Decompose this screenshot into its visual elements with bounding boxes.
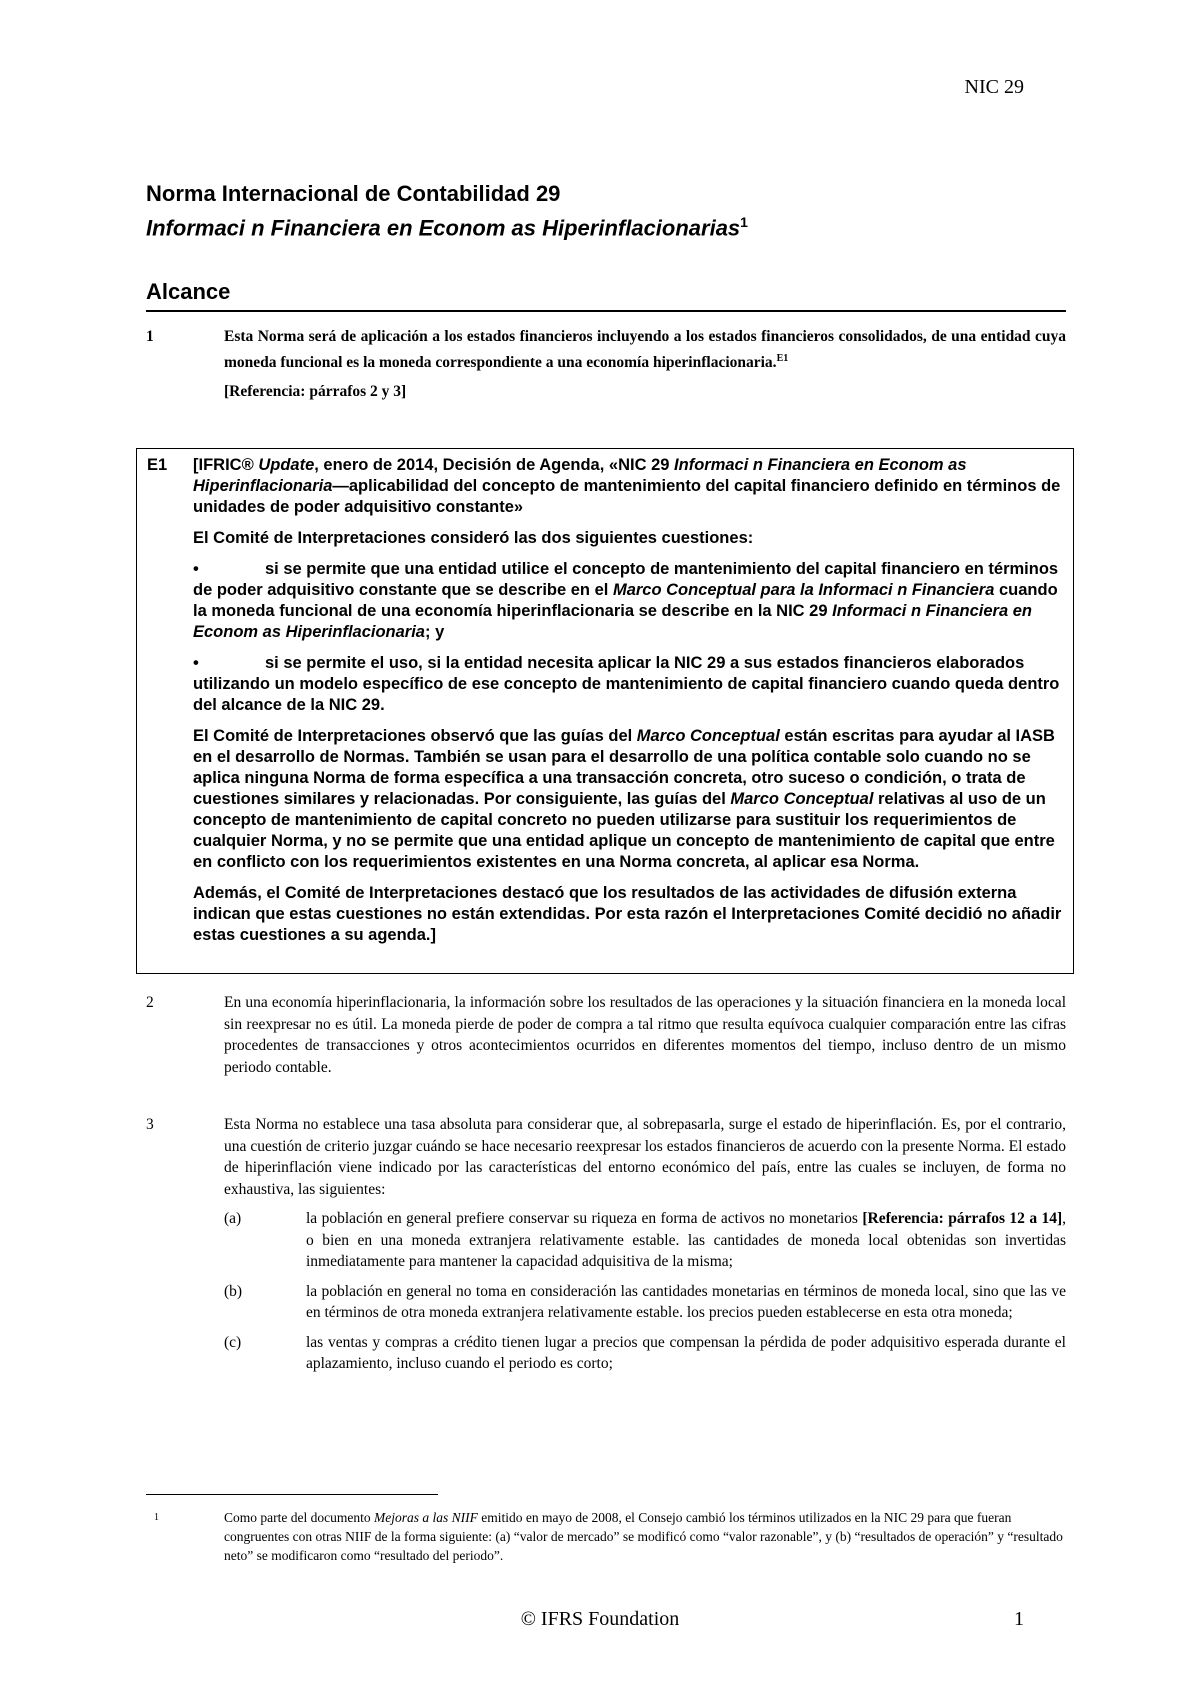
bullet-1-c: ; y [424, 623, 445, 641]
bullet-1-mc: Marco Conceptual para la Informaci n Financiera [612, 581, 995, 599]
note-number: E1 [147, 456, 168, 474]
footer-copyright: © IFRS Foundation [520, 1608, 680, 1630]
paragraph-2 [146, 992, 1066, 1086]
note-intro-title: Informaci n Financiera en Econom as Hiperinflacionaria [193, 456, 967, 495]
footnote-text-a: Como parte del documento [224, 1510, 374, 1525]
bullet-icon: • [193, 654, 199, 672]
list-item-text: la población en general no toma en consideración las cantidades monetarias en términos de moneda local, sino que las ve en términos de otra moneda extranjera relativamente estable. los precios pueden establecerse en esta otra moneda; [306, 1282, 1066, 1321]
document-subtitle [146, 208, 1066, 242]
note-bullet-1 [193, 559, 1063, 643]
footnote [146, 1508, 1066, 1565]
note-p4-c: relativas al uso de un concepto de mantenimiento de capital concreto no pueden utilizarse para sustituir los requerimientos de cualquier Norma, y no se permite que una entidad aplique un concepto de mantenimiento de capital que entre en conflicto con los requerimientos existentes en una Norma concreta, al aplicar esa Norma. [193, 790, 1055, 871]
document-title: Norma Internacional de Contabilidad 29 [146, 181, 561, 206]
paragraph-number: 1 [146, 328, 154, 345]
paragraph-reference[interactable]: [Referencia: párrafos 2 y 3] [224, 383, 407, 401]
paragraph-3 [146, 1114, 1066, 1383]
paragraph-text [224, 326, 1066, 373]
list-item-label: (b) [224, 1282, 243, 1300]
bullet-1-nic: Informaci n Financiera en Econom as Hiperinflacionaria [193, 602, 1032, 641]
item-a-reference[interactable]: [Referencia: párrafos 12 a 14] [862, 1210, 1063, 1227]
paragraph-number: 3 [146, 1116, 154, 1133]
note-intro-c: —aplicabilidad del concepto de mantenimiento del capital financiero definido en términos de unidades de poder adquisitivo constante» [193, 477, 1061, 516]
footnote-divider [146, 1494, 438, 1495]
footnote-text [224, 1508, 1066, 1565]
note-bullet-2 [193, 653, 1063, 716]
section-heading: Alcance [146, 278, 1066, 312]
note-intro-b: , enero de 2014, Decisión de Agenda, «NIC 29 [314, 456, 675, 474]
editorial-ref-mark[interactable]: E1 [776, 352, 789, 364]
bullet-2-text: si se permite el uso, si la entidad necesita aplicar la NIC 29 a sus estados financieros elaborados utilizando un modelo específico de ese concepto de mantenimiento de capital financiero cuando queda dentro del alcance de la NIC 29. [193, 654, 1060, 714]
paragraph-1-text: Esta Norma será de aplicación a los estados financieros incluyendo a los estados financieros consolidados, de una entidad cuya moneda funcional es la moneda correspondiente a una economía hiperinflacionaria. [224, 328, 1066, 371]
footnote-doc-title: Mejoras a las NIIF [373, 1510, 478, 1525]
note-intro-a: [IFRIC® [193, 456, 259, 474]
note-intro [193, 455, 1063, 518]
list-item-text: las ventas y compras a crédito tienen lugar a precios que compensan la pérdida de poder adquisitivo esperada durante el aplazamiento, incluso cuando el periodo es corto; [306, 1333, 1066, 1372]
criteria-list [224, 1208, 1066, 1375]
list-item [224, 1208, 1066, 1273]
footnote-number: 1 [154, 1512, 159, 1523]
note-p4-b: están escritas para ayudar al IASB en el desarrollo de Normas. También se usan para el desarrollo de una política contable solo cuando no se aplica ninguna Norma de forma específica a una transacción concreta, otro suceso o condición, o trata de cuestiones similares y relacionadas. Por consiguiente, las guías del [193, 727, 1055, 808]
note-paragraph-5: Además, el Comité de Interpretaciones destacó que los resultados de las actividades de difusión externa indican que estas cuestiones no están extendidas. Por esta razón el Interpretaciones Comité decidió no añadir estas cuestiones a su agenda.] [193, 884, 1062, 944]
footnote-text-b: emitido en mayo de 2008, el Consejo cambió los términos utilizados en la NIC 29 para que fueran congruentes con otras NIIF de la forma siguiente: (a) “valor de mercado” se modificó como “valor razonable”, y (b) “resultados de operación” y “resultado neto” se modificaron como “resultado del periodo”. [224, 1510, 1063, 1563]
paragraph-2-text: En una economía hiperinflacionaria, la información sobre los resultados de las operaciones y la situación financiera en la moneda local sin reexpresar no es útil. La moneda pierde de poder de compra a tal ritmo que resulta equívoca cualquier comparación entre las cifras procedentes de transacciones y otros acontecimientos ocurridos en diferentes momentos del tiempo, incluso dentro de un mismo periodo contable. [224, 994, 1066, 1076]
page-number: 1 [1014, 1608, 1024, 1630]
note-p4-mc2: Marco Conceptual [730, 790, 874, 808]
note-p4-mc: Marco Conceptual [636, 727, 780, 745]
paragraph-3-text: Esta Norma no establece una tasa absoluta para considerar que, al sobrepasarla, surge el estado de hiperinflación. Es, por el contrario, una cuestión de criterio juzgar cuándo se hace necesario reexpresar los estados financieros de acuerdo con la presente Norma. El estado de hiperinflación viene indicado por las características del entorno económico del país, entre las cuales se incluyen, de forma no exhaustiva, las siguientes: [224, 1116, 1066, 1198]
list-item-text [306, 1208, 1066, 1273]
note-paragraph-4 [193, 726, 1063, 873]
list-item-label: (c) [224, 1333, 242, 1351]
note-p4-a: El Comité de Interpretaciones observó que las guías del [193, 727, 637, 745]
title-footnote-ref[interactable]: 1 [740, 214, 748, 230]
title-block [146, 180, 1066, 242]
editorial-note-e1 [136, 448, 1074, 974]
bullet-icon: • [193, 560, 199, 578]
bullet-1-a: si se permite que una entidad utilice el concepto de mantenimiento del capital financiero en términos de poder adquisitivo constante que se describe en el [193, 560, 1059, 599]
item-a-text: la población en general prefiere conservar su riqueza en forma de activos no monetarios [306, 1210, 863, 1227]
note-intro-update: Update [258, 456, 315, 474]
list-item [224, 1281, 1066, 1324]
subtitle-text: Informaci n Financiera en Econom as Hiperinflacionarias [146, 215, 741, 241]
note-paragraph-2: El Comité de Interpretaciones consideró las dos siguientes cuestiones: [193, 529, 754, 547]
list-item [224, 1332, 1066, 1375]
running-header: NIC 29 [964, 76, 1024, 98]
bullet-1-b: cuando la moneda funcional de una economía hiperinflacionaria se describe en la NIC 29 [193, 581, 1058, 620]
paragraph-1 [146, 326, 1066, 411]
paragraph-number: 2 [146, 994, 154, 1011]
list-item-label: (a) [224, 1210, 242, 1227]
item-a-text-b: , o bien en una moneda extranjera relativamente estable. las cantidades de moneda local obtenidas son invertidas inmediatamente para mantener la capacidad adquisitiva de la misma; [306, 1210, 1066, 1270]
